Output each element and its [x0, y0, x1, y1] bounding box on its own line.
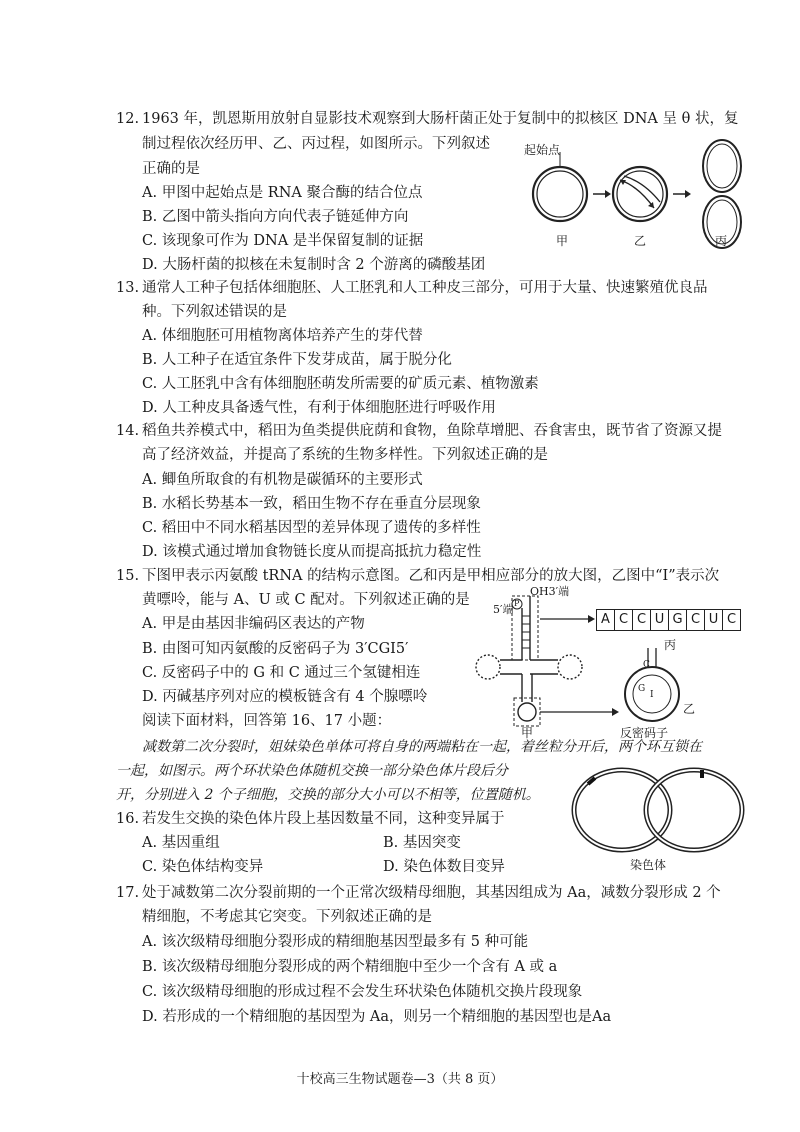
q17-line1: [116, 884, 721, 902]
q15-anticodon-base-g: G: [638, 684, 646, 694]
q12-figure-yi-circle: [613, 167, 667, 221]
q12-figure-arrow-1: [593, 190, 611, 198]
q15-anticodon-base-c: C: [643, 660, 650, 670]
q15-trna-right-loop: [530, 655, 582, 679]
q12-number: 12.: [116, 111, 140, 127]
q16-stem-1: 若发生交换的染色体片段上基因数量不同，这种变异属于: [142, 811, 505, 827]
q15-bing-label: 丙: [664, 638, 677, 652]
q13-stem-2: 种。下列叙述错误的是: [142, 304, 287, 320]
q15-3end-label: 3′端: [548, 585, 570, 598]
q13-option-a: A. 体细胞胚可用植物离体培养产生的芽代替: [142, 328, 423, 344]
q15-seq-base-8: C: [726, 612, 737, 627]
q12-option-c: C. 该现象可作为 DNA 是半保留复制的证据: [142, 233, 424, 249]
q15-stem-2: 黄嘌呤，能与 A、U 或 C 配对。下列叙述正确的是: [142, 592, 470, 608]
q15-anticodon-label: 反密码子: [620, 726, 669, 740]
chromosome-label: 染色体: [630, 858, 667, 872]
page-footer: 十校高三生物试题卷—3（共 8 页）: [296, 1072, 504, 1087]
q17-option-c: C. 该次级精母细胞的形成过程不会发生环状染色体随机交换片段现象: [142, 984, 583, 1000]
q12-label-bing: 丙: [715, 234, 728, 248]
q15-seq-base-6: C: [687, 610, 705, 630]
q15-bing-sequence-box: [596, 609, 741, 631]
q15-option-a: A. 甲是由基因非编码区表达的产物: [142, 616, 365, 632]
q15-trna-anticodon-stem: [514, 674, 540, 726]
q15-option-d: D. 丙碱基序列对应的模板链含有 4 个腺嘌呤: [142, 689, 428, 705]
q14-option-d: D. 该模式通过增加食物链长度从而提高抵抗力稳定性: [142, 544, 482, 560]
q15-5end-label: 5′端: [493, 603, 514, 616]
chromosome-ring-left: [574, 770, 670, 850]
q16-option-b: B. 基因突变: [383, 835, 461, 851]
q12-origin-label: 起始点: [524, 143, 561, 157]
q12-stem-2: 制过程依次经历甲、乙、丙过程，如图所示。下列叙述: [142, 136, 490, 152]
q15-stem-1: 下图甲表示丙氨酸 tRNA 的结构示意图。乙和丙是甲相应部分的放大图，乙图中“I”表示次: [142, 568, 720, 584]
q15-oh-end-label: [530, 583, 569, 599]
q12-label-yi: 乙: [634, 234, 647, 248]
q12-option-d: D. 大肠杆菌的拟核在未复制时含 2 个游离的磷酸基团: [142, 257, 486, 273]
q15-arrow-to-bing: [540, 615, 595, 623]
q15-jia-label: 甲: [521, 726, 534, 740]
chromosome-rings-figure: [570, 760, 750, 856]
q17-option-b: B. 该次级精母细胞分裂形成的两个精细胞中至少一个含有 A 或 a: [142, 959, 558, 975]
reading-line-3: 开，分别进入 2 个子细胞，交换的部分大小可以不相等，位置随机。: [116, 787, 540, 803]
q15-seq-base-5: G: [669, 610, 687, 630]
q12-figure-jia-circle: [533, 152, 587, 221]
q14-option-b: B. 水稻长势基本一致，稻田生物不存在垂直分层现象: [142, 496, 481, 512]
q12-stem-1: 1963 年，凯恩斯用放射自显影技术观察到大肠杆菌正处于复制中的拟核区 DNA 呈 θ 状，复: [142, 111, 739, 127]
q15-seq-base-2: C: [615, 610, 633, 630]
q12-label-jia: 甲: [556, 234, 569, 248]
q16-number: 16.: [116, 811, 140, 827]
q13-option-b: B. 人工种子在适宜条件下发芽成苗，属于脱分化: [142, 352, 452, 368]
q15-oh-label: OH: [530, 585, 549, 598]
q15-anticodon-base-i: I: [650, 690, 654, 700]
q15-yi-anticodon-loop: [625, 648, 679, 721]
q12-option-a: A. 甲图中起始点是 RNA 聚合酶的结合位点: [142, 185, 423, 201]
q13-line1: [116, 279, 708, 297]
q17-option-a: A. 该次级精母细胞分裂形成的精细胞基因型最多有 5 种可能: [142, 934, 529, 950]
q17-number: 17.: [116, 885, 140, 901]
q15-arrow-to-yi: [540, 708, 619, 716]
q12-stem-3: 正确的是: [142, 161, 200, 177]
q15-seq-base-3: C: [633, 610, 651, 630]
q15-yi-label: 乙: [683, 702, 696, 716]
q14-number: 14.: [116, 423, 140, 439]
q14-stem-1: 稻鱼共养模式中，稻田为鱼类提供庇荫和食物，鱼除草增肥、吞食害虫，既节省了资源又提: [142, 423, 722, 439]
q16-option-a: A. 基因重组: [142, 835, 220, 851]
q13-stem-1: 通常人工种子包括体细胞胚、人工胚乳和人工种皮三部分，可用于大量、快速繁殖优良品: [142, 280, 708, 296]
q13-number: 13.: [116, 280, 140, 296]
q15-option-c: C. 反密码子中的 G 和 C 通过三个氢键相连: [142, 665, 421, 681]
q17-stem-2: 精细胞，不考虑其它突变。下列叙述正确的是: [142, 909, 432, 925]
q15-trna-left-loop: [476, 655, 522, 679]
q15-seq-base-1: A: [597, 610, 615, 630]
q15-seq-base-7: U: [705, 610, 723, 630]
q13-option-c: C. 人工胚乳中含有体细胞胚萌发所需要的矿质元素、植物激素: [142, 376, 539, 392]
q14-stem-2: 高了经济效益，并提高了系统的生物多样性。下列叙述正确的是: [142, 447, 548, 463]
q15-seq-base-4: U: [651, 610, 669, 630]
q17-option-d: D. 若形成的一个精细胞的基因型为 Aa，则另一个精细胞的基因型也是Aa: [142, 1009, 612, 1025]
q14-line1: [116, 422, 722, 440]
reading-line-2: 一起，如图示。两个环状染色体随机交换一部分染色体片段后分: [116, 763, 508, 779]
q16-option-c: C. 染色体结构变异: [142, 859, 264, 875]
q13-option-d: D. 人工种皮具备透气性，有利于体细胞胚进行呼吸作用: [142, 400, 496, 416]
chromosome-ring-right: [646, 770, 742, 850]
q15-p-label: P: [514, 599, 520, 608]
q12-option-b: B. 乙图中箭头指向方向代表子链延伸方向: [142, 209, 409, 225]
reading-intro: 阅读下面材料，回答第 16、17 小题：: [142, 713, 392, 729]
q14-option-a: A. 鲫鱼所取食的有机物是碳循环的主要形式: [142, 472, 423, 488]
q15-number: 15.: [116, 568, 140, 584]
q15-option-b: B. 由图可知丙氨酸的反密码子为 3′CGI5′: [142, 641, 409, 657]
q16-line1: [116, 810, 505, 828]
q16-option-d: D. 染色体数目变异: [383, 859, 505, 875]
reading-line-1: 减数第二次分裂时，姐妹染色单体可将自身的两端粘在一起，着丝粒分开后，两个环互锁在: [142, 739, 702, 755]
q17-stem-1: 处于减数第二次分裂前期的一个正常次级精母细胞，其基因组成为 Aa，减数分裂形成 2 个: [142, 885, 721, 901]
q12-line1: [116, 110, 738, 128]
q14-option-c: C. 稻田中不同水稻基因型的差异体现了遗传的多样性: [142, 520, 481, 536]
q12-figure-arrow-2: [673, 190, 691, 198]
